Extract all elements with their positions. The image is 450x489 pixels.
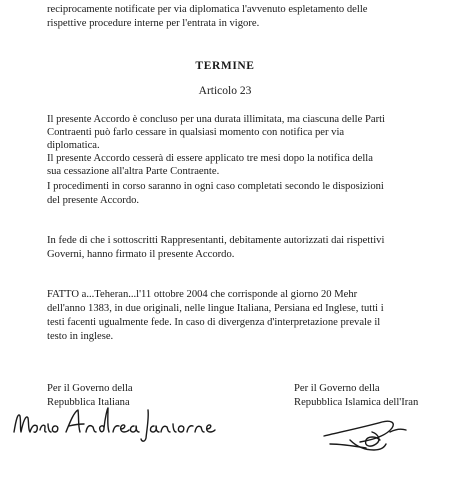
body-line: Contraenti può farlo cessare in qualsiasi momento con notifica per via bbox=[47, 127, 345, 138]
body-line: sua cessazione all'altra Parte Contraente. bbox=[47, 166, 220, 177]
body-line: I procedimenti in corso saranno in ogni caso completati secondo le disposizioni bbox=[47, 181, 384, 192]
body-line: dell'anno 1383, in due originali, nelle lingue Italiana, Persiana ed Inglese, tutti i bbox=[47, 303, 384, 314]
body-line: diplomatica. bbox=[47, 140, 100, 151]
section-title: TERMINE bbox=[195, 60, 255, 72]
right-signatory-country: Repubblica Islamica dell'Iran bbox=[294, 397, 419, 408]
article-title: Articolo 23 bbox=[198, 85, 252, 97]
body-line: Governi, hanno firmato il presente Accordo. bbox=[47, 249, 235, 260]
left-signatory-country: Repubblica Italiana bbox=[47, 397, 130, 408]
body-line: testi facenti ugualmente fede. In caso di divergenza d'interpretazione prevale il bbox=[47, 317, 381, 328]
right-signature bbox=[320, 410, 415, 460]
body-line: testo in inglese. bbox=[47, 331, 114, 342]
left-signatory-label: Per il Governo della bbox=[47, 383, 133, 394]
body-line: del presente Accordo. bbox=[47, 195, 140, 206]
body-line: FATTO a...Teheran...l'11 ottobre 2004 che corrisponde al giorno 20 Mehr bbox=[47, 289, 358, 300]
body-line: rispettive procedure interne per l'entrata in vigore. bbox=[47, 18, 260, 29]
body-line: In fede di che i sottoscritti Rappresentanti, debitamente autorizzati dai rispettivi bbox=[47, 235, 385, 246]
left-signature bbox=[8, 402, 223, 442]
body-line: Il presente Accordo è concluso per una durata illimitata, ma ciascuna delle Parti bbox=[47, 114, 385, 125]
body-line: reciprocamente notificate per via diplomatica l'avvenuto espletamento delle bbox=[47, 4, 368, 15]
body-line: Il presente Accordo cesserà di essere applicato tre mesi dopo la notifica della bbox=[47, 153, 373, 164]
right-signatory-label: Per il Governo della bbox=[294, 383, 380, 394]
